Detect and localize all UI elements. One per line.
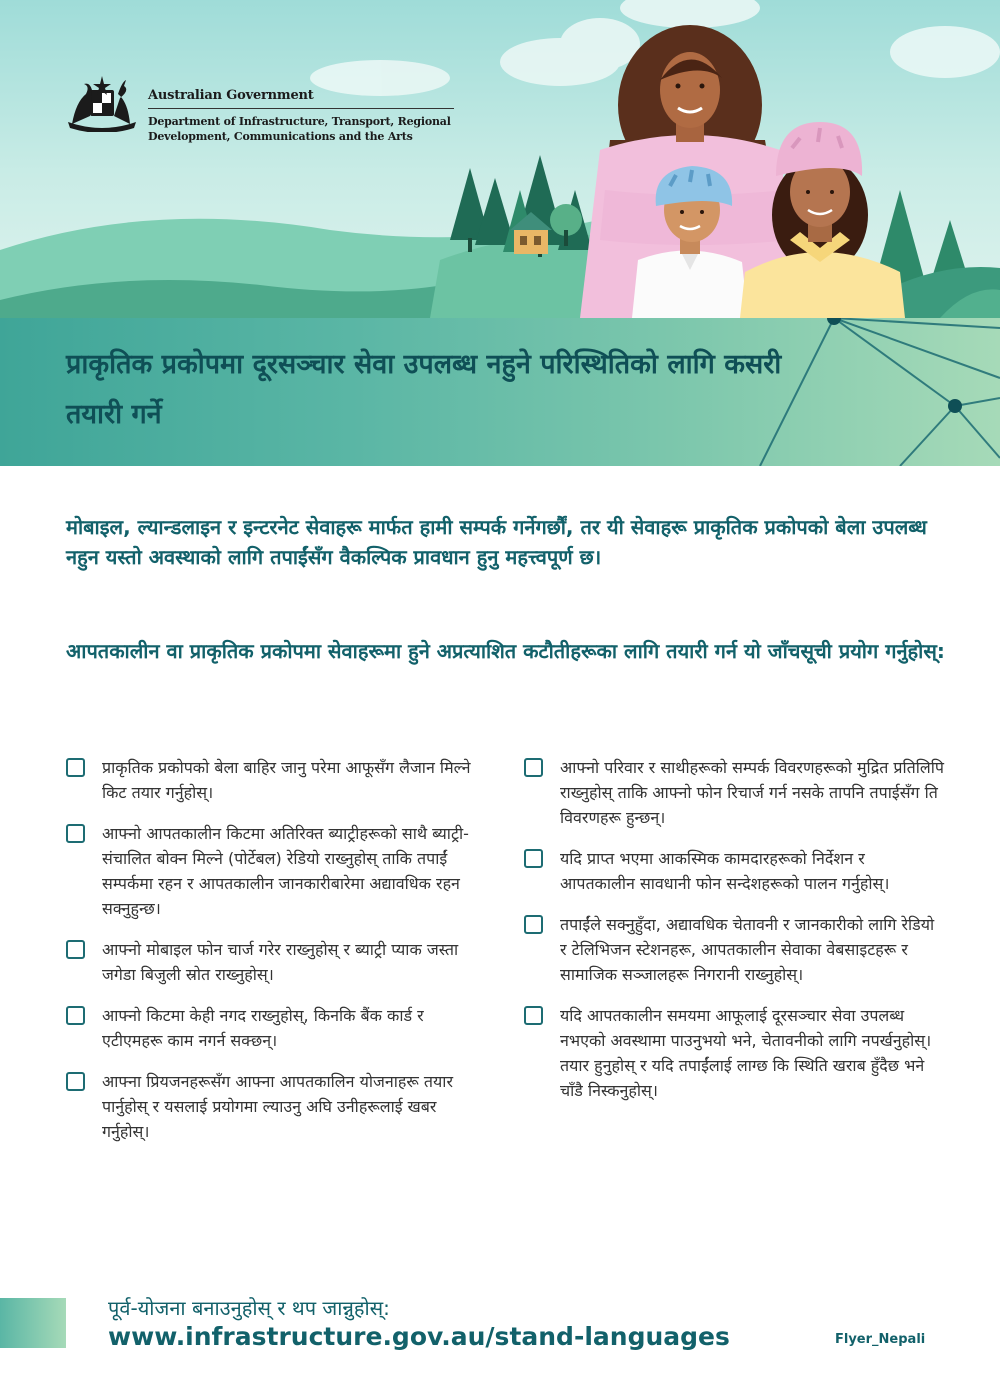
checkbox-icon[interactable] [524, 1006, 543, 1025]
government-logo [64, 72, 464, 143]
checklist-item [524, 755, 944, 830]
checklist-item-text: प्राकृतिक प्रकोपको बेला बाहिर जानु परेमा आफूसँग लैजान मिल्ने किट तयार गर्नुहोस्। [102, 758, 471, 802]
checkbox-icon[interactable] [66, 1006, 85, 1025]
checkbox-icon[interactable] [524, 849, 543, 868]
checklist-item [66, 821, 486, 921]
checkbox-icon[interactable] [66, 940, 85, 959]
checkbox-icon[interactable] [524, 758, 543, 777]
checkbox-icon[interactable] [66, 1072, 85, 1091]
coat-of-arms-icon [64, 72, 140, 132]
hero-illustration [0, 0, 1000, 318]
intro-paragraph: मोबाइल, ल्यान्डलाइन र इन्टरनेट सेवाहरू मार्फत हामी सम्पर्क गर्नेगर्छौं, तर यी सेवाहरू प्राकृतिक प्रकोपको बेला उपलब्ध नहुन यस्तो अवस्थाको लागि तपाईंसँग वैकल्पिक प्रावधान हुनु महत्त्वपूर्ण छ। [66, 515, 927, 569]
checklist-item [66, 1003, 486, 1053]
checkbox-icon[interactable] [66, 758, 85, 777]
checklist-item-text: तपाईंले सक्नुहुँदा, अद्यावधिक चेतावनी र जानकारीको लागि रेडियो र टेलिभिजन स्टेशनहरू, आपतकालीन सेवाका वेबसाइटहरू र सामाजिक सञ्जालहरू निगरानी राख्नुहोस्। [560, 915, 935, 984]
footer-website-link[interactable]: www.infrastructure.gov.au/stand-languages [108, 1322, 730, 1351]
checklist-item [524, 912, 944, 987]
checklist-instruction: आपतकालीन वा प्राकृतिक प्रकोपमा सेवाहरूमा हुने अप्रत्याशित कटौतीहरूका लागि तयारी गर्न यो जाँचसूची प्रयोग गर्नुहोस्: [66, 639, 945, 663]
department-name: Department of Infrastructure, Transport, Regional Development, Communications and the Arts [148, 115, 451, 143]
checkbox-icon[interactable] [66, 824, 85, 843]
title-band [0, 318, 1000, 466]
checklist-item-text: यदि प्राप्त भएमा आकस्मिक कामदारहरूको निर्देशन र आपतकालीन सावधानी फोन सन्देशहरूको पालन गर्नुहोस्। [560, 849, 890, 893]
checklist-item [524, 1003, 944, 1103]
checklist-item-text: यदि आपतकालीन समयमा आफूलाई दूरसञ्चार सेवा उपलब्ध नभएको अवस्थामा पाउनुभयो भने, चेतावनीको लागि नपर्खनुहोस्। तयार हुनुहोस् र यदि तपाईंलाई लाग्छ कि स्थिति खराब हुँदैछ भने चाँडै निस्कनुहोस्। [560, 1006, 932, 1100]
checklist-item [524, 846, 944, 896]
checklist-item [66, 937, 486, 987]
checklist-right-column [524, 755, 944, 1119]
checklist-item-text: आफ्ना प्रियजनहरूसँग आफ्ना आपतकालिन योजनाहरू तयार पार्नुहोस् र यसलाई प्रयोगमा ल्याउनु अघि उनीहरूलाई खबर गर्नुहोस्। [102, 1072, 453, 1141]
government-name: Australian Government [148, 88, 314, 103]
footer-plan-text: पूर्व-योजना बनाउनुहोस् र थप जान्नुहोस्: [108, 1296, 390, 1320]
landscape-illustration [0, 0, 1000, 318]
checkbox-icon[interactable] [524, 915, 543, 934]
flyer-code: Flyer_Nepali [835, 1332, 926, 1347]
checklist-item-text: आफ्नो आपतकालीन किटमा अतिरिक्त ब्याट्रीहरूको साथै ब्याट्री-संचालित बोक्न मिल्ने (पोर्टेबल) रेडियो राख्नुहोस् ताकि तपाईं सम्पर्कमा रहन र आपतकालीन जानकारीबारेमा अद्यावधिक रहन सक्नुहुन्छ। [102, 824, 469, 918]
footer-accent-bar [0, 1298, 66, 1348]
checklist-item [66, 755, 486, 805]
page-title: प्राकृतिक प्रकोपमा दूरसञ्चार सेवा उपलब्ध नहुने परिस्थितिको लागि कसरी तयारी गर्ने [66, 349, 782, 430]
checklist-item [66, 1069, 486, 1144]
checklist-item-text: आफ्नो मोबाइल फोन चार्ज गरेर राख्नुहोस् र ब्याट्री प्याक जस्ता जगेडा बिजुली स्रोत राख्नुहोस्। [102, 940, 459, 984]
checklist-item-text: आफ्नो परिवार र साथीहरूको सम्पर्क विवरणहरूको मुद्रित प्रतिलिपि राख्नुहोस् ताकि आफ्नो फोन रिचार्ज गर्न नसके तापनि तपाईसँग ति विवरणहरू हुन्छन्। [560, 758, 944, 827]
logo-divider [148, 108, 454, 109]
checklist-left-column [66, 755, 486, 1160]
checklist-item-text: आफ्नो किटमा केही नगद राख्नुहोस्, किनकि बैंक कार्ड र एटीएमहरू काम नगर्न सक्छन्। [102, 1006, 424, 1050]
